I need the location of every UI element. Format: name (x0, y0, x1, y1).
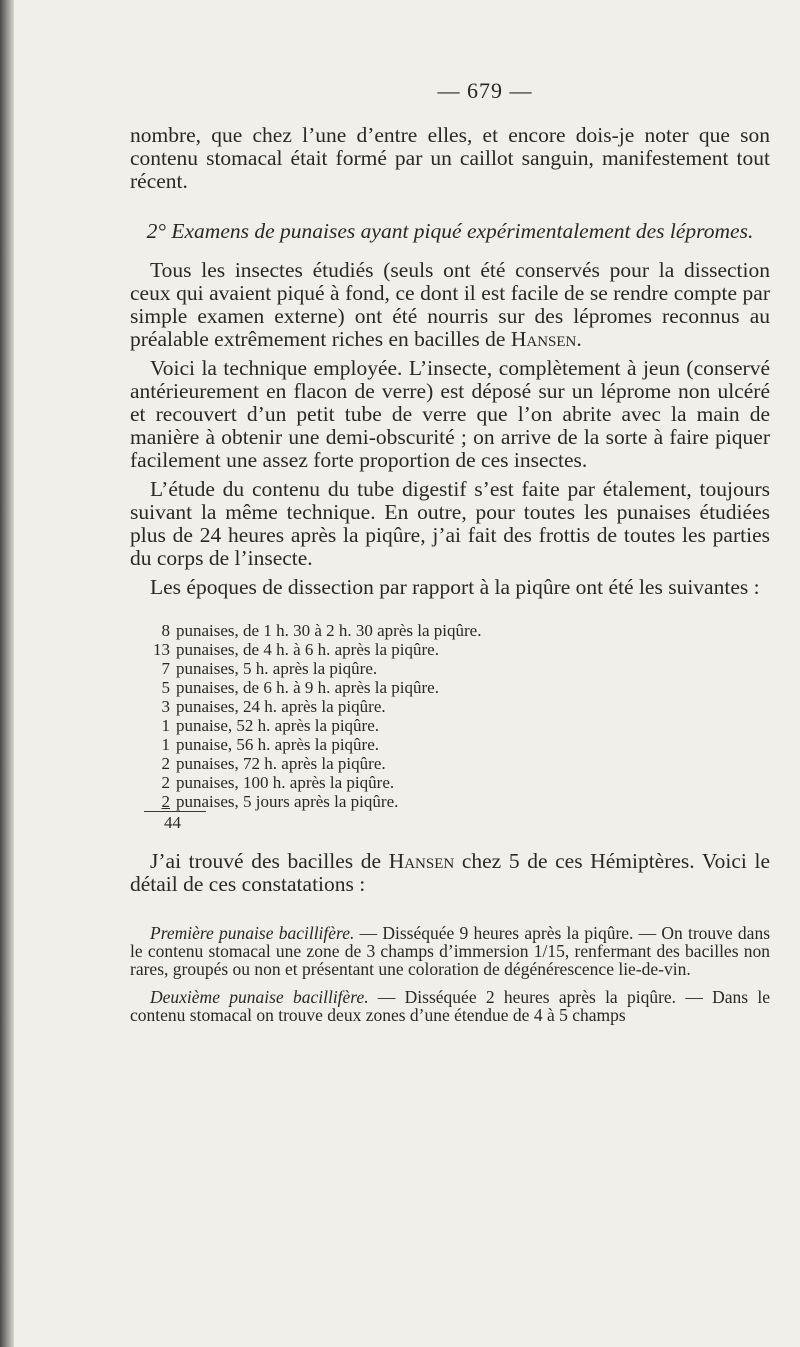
dissection-list (152, 621, 770, 834)
list-item (152, 754, 770, 773)
author-name-hansen: Hansen (388, 849, 455, 873)
paragraph-insects-end: . (576, 327, 582, 351)
list-item-count: 2 (161, 773, 170, 792)
case-note-first (130, 924, 770, 978)
author-name-hansen: Hansen (510, 327, 577, 351)
list-item-count: 3 (161, 697, 170, 716)
case-note-text: — Disséquée 2 heures après la piqûre. — Dans le contenu stomacal on trouve deux zones d’une étendue de 4 à 5 champs (130, 987, 770, 1025)
list-item-count: 7 (161, 659, 170, 678)
list-item-text: punaises, 24 h. après la piqûre. (176, 697, 386, 716)
list-item-count: 8 (161, 621, 170, 640)
case-note-second (130, 988, 770, 1024)
case-note-text: — Disséquée 9 heures après la piqûre. — On trouve dans le contenu stomacal une zone de 3 champs d’immersion 1/15, renfermant des bacilles non rares, groupés ou non et présentant une coloration de dégénérescence lie-de-vin. (130, 923, 771, 979)
list-item (152, 735, 770, 754)
list-item-text: punaises, de 1 h. 30 à 2 h. 30 après la piqûre. (176, 621, 482, 640)
section-heading: 2° Examens de punaises ayant piqué expérimentalement des lépromes. (146, 219, 754, 243)
paragraph-findings-end: chez 5 de ces Hémiptères. Voici le détail de ces constatations : (130, 849, 771, 896)
list-item-count: 1 (161, 735, 170, 754)
list-item-text: punaise, 52 h. après la piqûre. (176, 716, 379, 735)
book-binding-shadow (0, 0, 14, 1347)
list-item-text: punaises, 72 h. après la piqûre. (176, 754, 386, 773)
page-number: — 679 — (437, 78, 533, 103)
page-body (130, 78, 770, 1024)
list-item-text: punaises, 5 jours après la piqûre. (176, 792, 399, 811)
list-item (152, 716, 770, 735)
list-item-text: punaises, de 4 h. à 6 h. après la piqûre. (176, 640, 439, 659)
paragraph-continuation: nombre, que chez l’une d’entre elles, et encore dois-je noter que son contenu stomacal était formé par un caillot sanguin, manifestement tout récent. (130, 123, 770, 193)
list-item-text: punaises, 5 h. après la piqûre. (176, 659, 378, 678)
list-item (152, 640, 770, 659)
paragraph-insects-text: Tous les insectes étudiés (seuls ont été conservés pour la dissection ceux qui avaient piqué à fond, ce dont il est facile de se rendre compte par simple examen externe) ont été nourris sur des lépromes reconnus au préalable extrêmement riches en bacilles de (130, 258, 770, 351)
list-item-count: 2 (161, 792, 170, 811)
paragraph-insects (130, 259, 770, 351)
list-item-text: punaises, 100 h. après la piqûre. (176, 773, 395, 792)
paragraph-dissection-epochs: Les époques de dissection par rapport à la piqûre ont été les suivantes : (150, 575, 760, 599)
list-item-count: 1 (161, 716, 170, 735)
paragraph-findings-start: J’ai trouvé des bacilles de (150, 849, 382, 873)
list-total: 44 (164, 813, 181, 832)
list-item-count: 2 (161, 754, 170, 773)
case-note-label: Deuxième punaise bacillifère. (150, 987, 369, 1007)
case-note-label: Première punaise bacillifère. (150, 923, 355, 943)
list-item-count: 5 (161, 678, 170, 697)
list-item-text: punaises, de 6 h. à 9 h. après la piqûre. (176, 678, 439, 697)
list-item (152, 792, 770, 811)
list-item-text: punaise, 56 h. après la piqûre. (176, 735, 379, 754)
list-item (152, 773, 770, 792)
paragraph-digestive-study: L’étude du contenu du tube digestif s’est faite par étalement, toujours suivant la même technique. En outre, pour toutes les punaises étudiées plus de 24 heures après la piqûre, j’ai fait des frottis de toutes les parties du corps de l’insecte. (130, 477, 770, 570)
list-item-count: 13 (153, 640, 170, 659)
list-item (152, 678, 770, 697)
list-item (152, 621, 770, 640)
case-notes (130, 924, 770, 1024)
list-item (152, 659, 770, 678)
paragraph-technique: Voici la technique employée. L’insecte, complètement à jeun (conservé antérieurement en flacon de verre) est déposé sur un léprome non ulcéré et recouvert d’un petit tube de verre que l’on abrite avec la main de manière à obtenir une demi-obscurité ; on arrive de la sorte à faire piquer facilement une assez forte proportion de ces insectes. (130, 356, 770, 472)
list-item (152, 697, 770, 716)
paragraph-findings (130, 850, 770, 896)
